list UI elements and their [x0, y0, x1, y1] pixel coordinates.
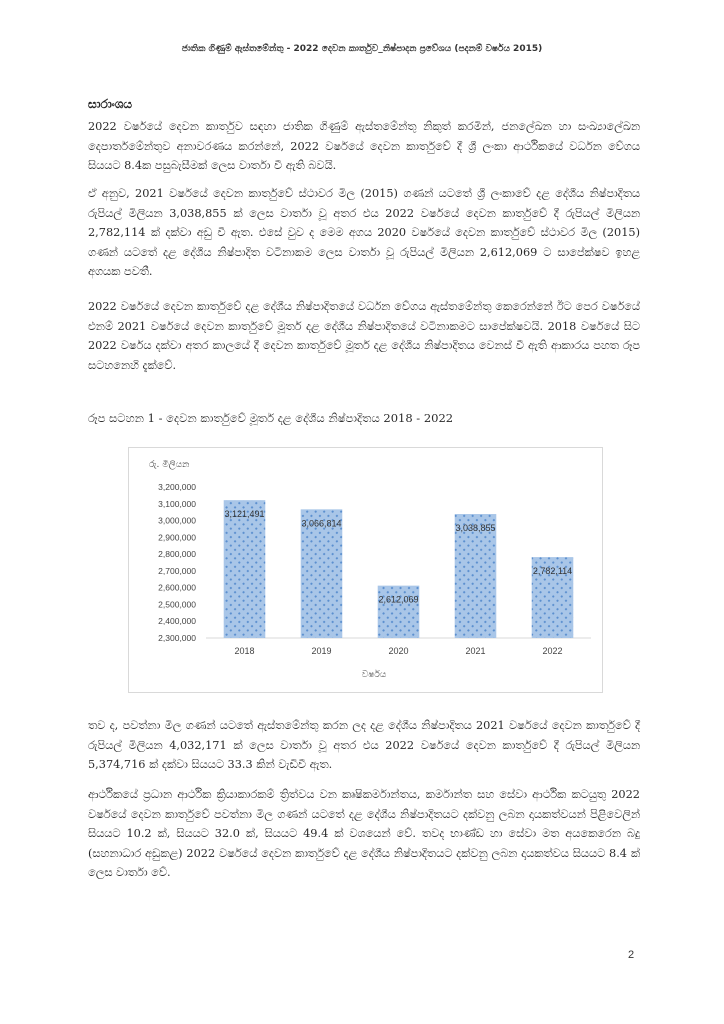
y-tick-label: 2,600,000 — [158, 582, 196, 593]
data-label-2019: 3,066,814 — [301, 518, 342, 529]
section-heading: සාරාංශය — [88, 97, 133, 111]
x-tick-label-2019: 2019 — [311, 646, 332, 656]
x-tick-label-2018: 2018 — [234, 646, 255, 656]
data-label-2022: 2,782,114 — [532, 566, 573, 577]
y-tick-label: 2,800,000 — [158, 549, 196, 560]
bar-2020 — [378, 586, 420, 638]
paragraph-sector-contributions: ආර්ථිකයේ ප්‍රධාන ආර්ථික ක්‍රියාකාරකම් ත්‍රිත්වය වන කෘෂිකර්මාන්තය, කර්මාන්ත සහ සේවා ආර්ථික කටයුතු 2022 වර්ෂයේ දෙවන කාර්තුවේ පවත්නා මිල ගණන් යටතේ දළ දේශීය නිෂ්පාදිතයට දක්වනු ලබන දායකත්වයන් පිළිවෙලින් සියයට 10.2 ක්, සියයට 32.0 ක්, සියයට 49.4 ක් වශයෙන් වේ. තවද භාණ්ඩ හා සේවා මත අයකෙරෙන බදු (සහනාධාර අඩුකළ) 2022 වර්ෂයේ දෙවන කාර්තුවේ දළ දේශීය නිෂ්පාදිතයට දක්වනු ලබන දායකත්වය සියයට 8.4 ක් ලෙස වාර්තා වේ. — [88, 788, 640, 880]
x-tick-label-2021: 2021 — [465, 646, 486, 656]
data-label-2020: 2,612,069 — [378, 594, 419, 605]
x-tick-label-2020: 2020 — [388, 646, 409, 656]
y-tick-label: 2,400,000 — [158, 616, 196, 627]
gdp-bar-chart — [128, 447, 603, 693]
figure-caption: රූප සටහන 1 - දෙවන කාර්තුවේ මූර්ත දළ දේශීය නිෂ්පාදිතය 2018 - 2022 — [88, 411, 454, 425]
bar-2018 — [224, 500, 266, 638]
x-axis-label: වර්ෂය — [361, 670, 387, 680]
y-axis-label: රු. මිලියන — [149, 460, 190, 470]
data-label-2021: 3,038,855 — [455, 523, 496, 534]
data-label-2018: 3,121,491 — [224, 509, 265, 520]
x-tick-label-2022: 2022 — [542, 646, 563, 656]
paragraph-summary: 2022 වර්ෂයේ දෙවන කාර්තුව සඳහා ජාතික ගිණුම් ඇස්තමේන්තු නිකුත් කරමින්, ජනලේඛන හා සංඛ්‍යාලේඛන දෙපාර්තමේන්තුව අනාවරණය කරන්නේ, 2022 වර්ෂයේ දෙවන කාර්තුවේ දී ශ්‍රී ලංකා ආර්ථිකයේ වර්ධන වේගය සියයට 8.4ක පසුබැසීමක් ලෙස වාර්තා වී ඇති බවයි. — [88, 120, 640, 173]
y-tick-label: 3,100,000 — [158, 498, 196, 509]
paragraph-constant-prices: ඒ අනුව, 2021 වර්ෂයේ දෙවන කාර්තුවේ ස්ථාවර මිල (2015) ගණන් යටතේ ශ්‍රී ලංකාවේ දළ දේශීය නිෂ්පාදිතය රුපියල් මිලියන 3,038,855 ක් ලෙස වාර්තා වූ අතර එය 2022 වර්ෂයේ දෙවන කාර්තුවේ දී රුපියල් මිලියන 2,782,114 ක් දක්වා අඩු වී ඇත. එසේ වුව ද මෙම අගය 2020 වර්ෂයේ දෙවන කාර්තුවේ ස්ථාවර මිල (2015) ගණන් යටතේ දළ දේශීය නිෂ්පාදිත වටිනාකම ලෙස වාර්තා වූ රුපියල් මිලියන 2,612,069 ට සාපේක්ෂව ඉහළ අගයක පවතී. — [88, 187, 640, 279]
paragraph-growth-rate: 2022 වර්ෂයේ දෙවන කාර්තුවේ දළ දේශීය නිෂ්පාදිතයේ වර්ධන වේගය ඇස්තමේන්තු කෙරෙන්නේ ඊට පෙර වර්ෂයේ එනම් 2021 වර්ෂයේ දෙවන කාර්තුවේ මූර්ත දළ දේශීය නිෂ්පාදිතයේ වටිනාකමට සාපේක්ෂවයි. 2018 වර්ෂයේ සිට 2022 වර්ෂය දක්වා අතර කාලයේ දී දෙවන කාර්තුවේ මූර්ත දළ දේශීය නිෂ්පාදිතය වෙනස් වී ඇති ආකාරය පහත රූප සටහනෙහි දැක්වේ. — [88, 300, 640, 372]
page-header: ජාතික ගිණුම් ඇස්තමේන්තු - 2022 දෙවන කාර්තුව_නිෂ්පාදන ප්‍රවේශය (පදනම් වර්ෂය 2015) — [181, 44, 543, 54]
y-tick-label: 3,200,000 — [158, 482, 196, 492]
y-tick-label: 3,000,000 — [158, 515, 196, 526]
paragraph-current-prices: තව ද, පවත්නා මිල ගණන් යටතේ ඇස්තමේන්තු කරන ලද දළ දේශීය නිෂ්පාදිතය 2021 වර්ෂයේ දෙවන කාර්තුවේ දී රුපියල් මිලියන 4,032,171 ක් ලෙස වාර්තා වූ අතර එය 2022 වර්ෂයේ දෙවන කාර්තුවේ දී රුපියල් මිලියන 5,374,716 ක් දක්වා සියයට 33.3 කින් වැඩිවී ඇත. — [88, 719, 640, 772]
y-tick-label: 2,700,000 — [158, 565, 196, 576]
page-number: 2 — [628, 949, 635, 961]
y-tick-label: 2,300,000 — [158, 633, 196, 643]
chart-svg — [129, 448, 602, 692]
y-tick-label: 2,900,000 — [158, 532, 196, 543]
bar-2019 — [301, 509, 343, 638]
y-tick-label: 2,500,000 — [158, 599, 196, 610]
